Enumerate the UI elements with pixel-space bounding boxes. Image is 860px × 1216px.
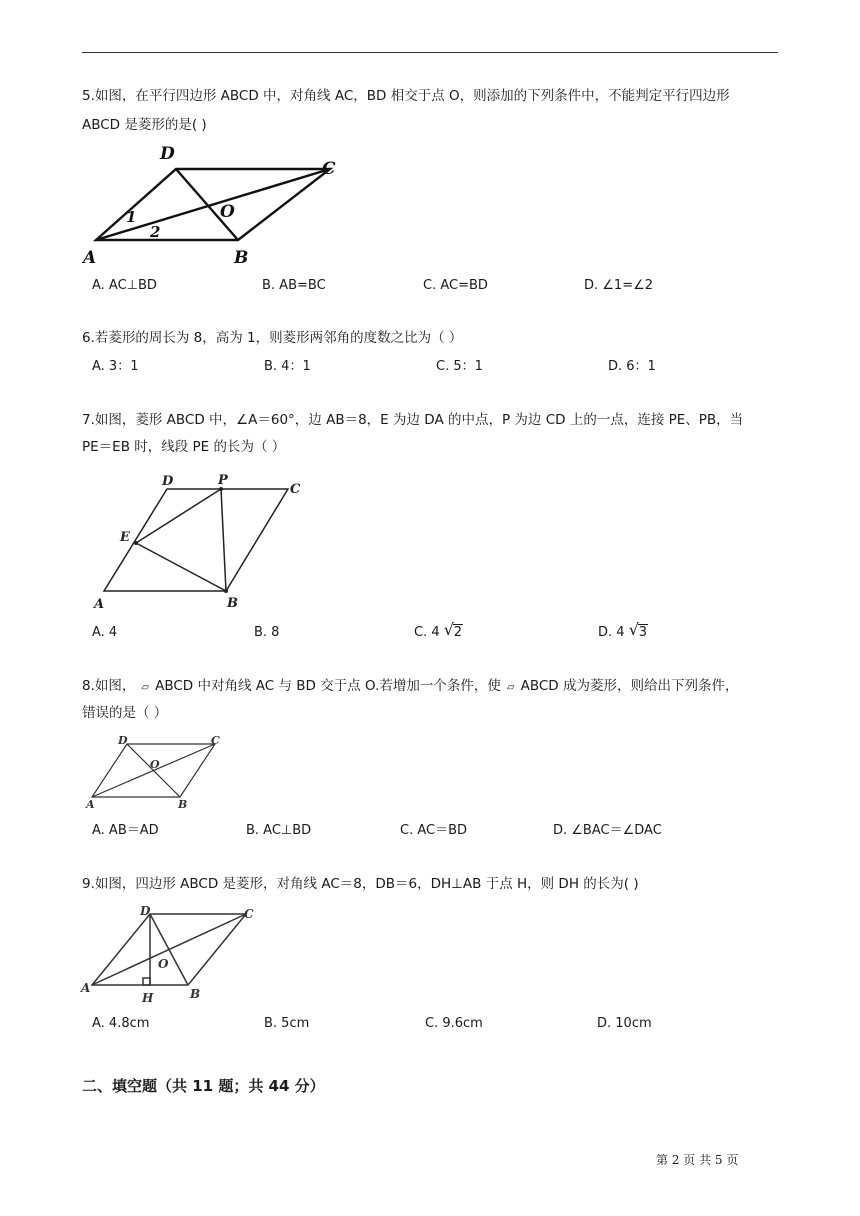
q9-label-h: H	[142, 991, 154, 1004]
q5-label-d: D	[160, 144, 175, 164]
q7-segment-pe	[136, 489, 221, 543]
q7-label-e: E	[120, 530, 130, 545]
q9-option-b[interactable]: B. 5cm	[264, 1016, 310, 1031]
q5-label-1: 1	[126, 208, 137, 226]
q8-label-o: O	[150, 758, 160, 771]
q9-option-a[interactable]: A. 4.8cm	[92, 1016, 150, 1031]
q7-segment-pb	[221, 489, 226, 591]
q5-label-2: 2	[150, 223, 161, 241]
q8-text-line2: 错误的是（ ）	[82, 705, 168, 721]
q8-text-post: ABCD 成为菱形，则给出下列条件，	[520, 678, 739, 694]
q8-label-b: B	[178, 798, 188, 811]
q9-option-c[interactable]: C. 9.6cm	[425, 1016, 483, 1031]
q7-label-c: C	[290, 482, 301, 497]
q5-option-b[interactable]: B. AB=BC	[262, 278, 326, 293]
q7-option-c-prefix: C. 4	[414, 625, 440, 640]
parallelogram-symbol-1: ▱	[141, 682, 150, 693]
q7-option-c-radicand: 2	[453, 625, 463, 640]
q7-text-line1: 7.如图，菱形 ABCD 中，∠A＝60°，边 AB＝8，E 为边 DA 的中点，P 为边 CD 上的一点，连接 PE、PB，当	[82, 412, 744, 428]
sqrt-symbol: √ 3	[628, 620, 647, 640]
q7-option-a[interactable]: A. 4	[92, 625, 118, 640]
q7-figure	[90, 470, 315, 615]
q5-option-c[interactable]: C. AC=BD	[423, 278, 488, 293]
q5-diagonal-ac	[96, 169, 330, 240]
q6-option-b[interactable]: B. 4：1	[264, 359, 311, 374]
q8-option-b[interactable]: B. AC⊥BD	[246, 823, 312, 838]
q8-text-pre: 8.如图，	[82, 678, 136, 694]
q8-option-c[interactable]: C. AC＝BD	[400, 823, 468, 838]
q8-option-d[interactable]: D. ∠BAC＝∠DAC	[553, 823, 662, 838]
q5-label-b: B	[234, 248, 249, 265]
q6-text: 6.若菱形的周长为 8，高为 1，则菱形两邻角的度数之比为（ ）	[82, 330, 463, 346]
q5-option-d[interactable]: D. ∠1=∠2	[584, 278, 654, 293]
q7-label-a: A	[94, 597, 105, 612]
q5-label-o: O	[220, 202, 235, 222]
q9-label-a: A	[81, 981, 91, 995]
q9-text: 9.如图，四边形 ABCD 是菱形，对角线 AC＝8，DB＝6，DH⊥AB 于点 H，则 DH 的长为( )	[82, 876, 639, 892]
q9-label-o: O	[158, 957, 169, 971]
q7-option-d[interactable]	[598, 620, 648, 643]
q5-label-c: C	[322, 159, 336, 179]
q7-segment-eb	[136, 543, 226, 591]
page-footer: 第 2 页 共 5 页	[656, 1153, 739, 1167]
sqrt-symbol: √ 2	[443, 620, 463, 640]
q8-figure	[82, 734, 232, 812]
header-rule	[82, 52, 778, 53]
q7-option-d-radicand: 3	[638, 625, 647, 640]
q9-label-d: D	[140, 904, 151, 918]
q9-diagonal-bd	[150, 914, 188, 985]
q5-option-a[interactable]: A. AC⊥BD	[92, 278, 157, 293]
q7-option-c[interactable]	[414, 620, 463, 643]
q5-figure	[80, 140, 345, 265]
q8-label-c: C	[211, 734, 220, 747]
q5-text-line2: ABCD 是菱形的是( )	[82, 117, 207, 133]
q7-option-b[interactable]: B. 8	[254, 625, 280, 640]
q9-figure	[80, 902, 260, 1004]
q5-label-a: A	[83, 248, 97, 265]
q7-point-b	[224, 589, 228, 593]
section-heading: 二、填空题（共 11 题；共 44 分）	[82, 1077, 325, 1095]
q7-label-p: P	[218, 473, 228, 488]
q9-label-c: C	[244, 907, 254, 921]
q8-option-a[interactable]: A. AB＝AD	[92, 823, 159, 838]
q7-point-e	[134, 541, 138, 545]
q6-option-d[interactable]: D. 6：1	[608, 359, 656, 374]
q7-text-line2: PE＝EB 时，线段 PE 的长为（ ）	[82, 439, 286, 455]
q6-option-a[interactable]: A. 3：1	[92, 359, 139, 374]
parallelogram-symbol-2: ▱	[506, 682, 515, 693]
q9-option-d[interactable]: D. 10cm	[597, 1016, 652, 1031]
q7-option-d-prefix: D. 4	[598, 625, 625, 640]
q6-option-c[interactable]: C. 5：1	[436, 359, 483, 374]
q9-right-angle-mark	[143, 978, 150, 985]
q9-label-b: B	[190, 987, 201, 1001]
q8-text-line1	[82, 676, 738, 698]
q5-text-line1: 5.如图，在平行四边形 ABCD 中，对角线 AC，BD 相交于点 O，则添加的下列条件中，不能判定平行四边形	[82, 88, 730, 104]
q7-label-d: D	[162, 474, 174, 489]
q7-label-b: B	[227, 596, 238, 611]
q8-label-d: D	[118, 734, 128, 747]
q8-label-a: A	[86, 798, 95, 811]
q8-text-mid: ABCD 中对角线 AC 与 BD 交于点 O.若增加一个条件，使	[155, 678, 501, 694]
